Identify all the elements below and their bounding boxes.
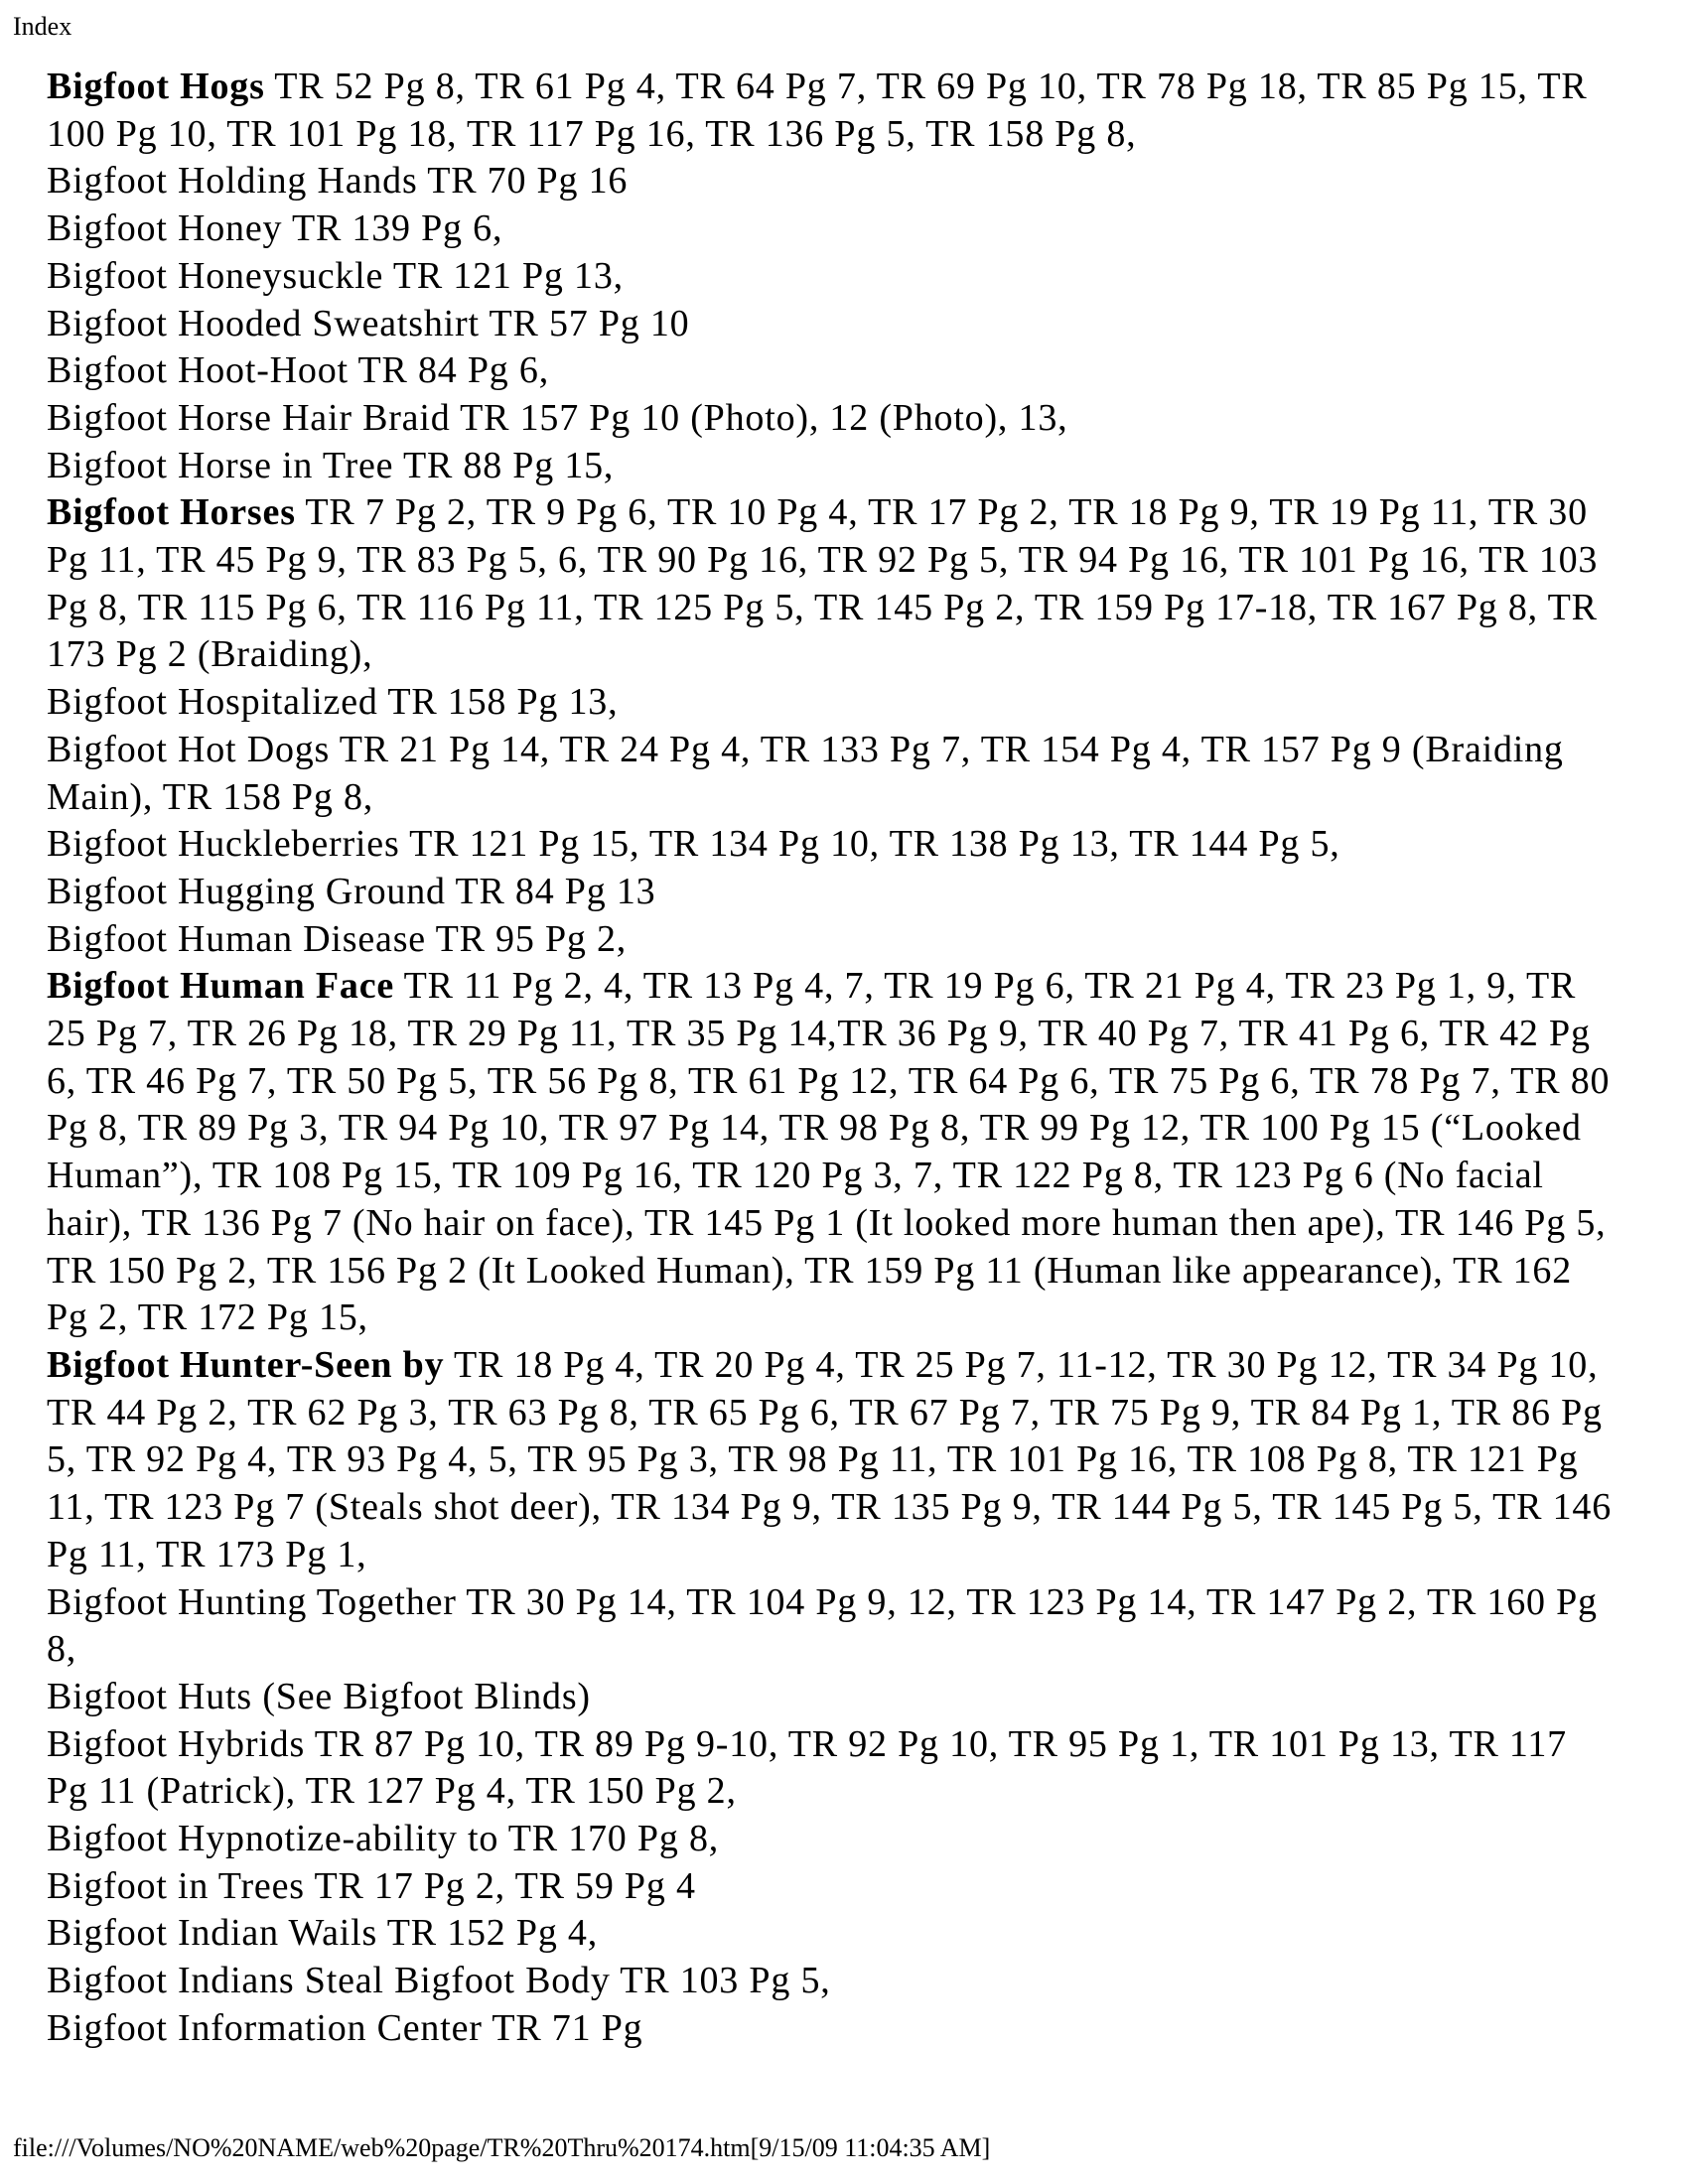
index-entry [47, 64, 1614, 158]
index-entry [47, 963, 1614, 1342]
entry-term: Bigfoot Horse in Tree [47, 444, 394, 486]
index-entry [47, 253, 1614, 301]
entry-refs: TR 139 Pg 6, [291, 207, 503, 250]
entry-refs: TR 158 Pg 13, [387, 681, 619, 724]
entry-refs: TR 152 Pg 4, [386, 1912, 599, 1955]
entry-refs: TR 57 Pg 10 [489, 302, 690, 344]
entry-term: Bigfoot Hospitalized [47, 681, 378, 724]
entry-refs: TR 21 Pg 14, TR 24 Pg 4, TR 133 Pg 7, TR 154 Pg 4, TR 157 Pg 9 (Braiding Main), TR 158 Pg 8, [47, 728, 1564, 818]
entry-refs: TR 71 Pg [492, 2006, 643, 2049]
entry-refs: TR 103 Pg 5, [620, 1960, 831, 2002]
entry-term: Bigfoot Horse Hair Braid [47, 396, 451, 439]
entry-term: Bigfoot Human Face [47, 965, 395, 1008]
entry-refs: TR 70 Pg 16 [427, 160, 629, 203]
index-entry [47, 1816, 1614, 1863]
entry-term: Bigfoot Hunting Together [47, 1580, 457, 1623]
index-entry [47, 158, 1614, 205]
entry-refs: TR 121 Pg 15, TR 134 Pg 10, TR 138 Pg 13, TR 144 Pg 5, [409, 823, 1340, 866]
index-entry [47, 821, 1614, 869]
page-footer [13, 2133, 990, 2163]
entry-term: Bigfoot Hugging Ground [47, 870, 446, 912]
entry-refs: TR 30 Pg 14, TR 104 Pg 9, 12, TR 123 Pg 14, TR 147 Pg 2, TR 160 Pg 8, [47, 1580, 1598, 1671]
index-entry [47, 916, 1614, 964]
entry-term: Bigfoot Honeysuckle [47, 254, 384, 297]
entry-term: Bigfoot Human Disease [47, 917, 426, 960]
entry-refs: TR 52 Pg 8, TR 61 Pg 4, TR 64 Pg 7, TR 69 Pg 10, TR 78 Pg 18, TR 85 Pg 15, TR 100 Pg 10, TR 101 Pg 18, TR 117 Pg 16, TR 136 Pg 5, TR 158 Pg 8, [47, 66, 1588, 155]
entry-term: Bigfoot Huts [47, 1675, 253, 1717]
footer-file-url: file:///Volumes/NO%20NAME/web%20page/TR%20Thru%20174.htm[9/15/09 11:04:35 AM] [13, 2133, 991, 2162]
entry-refs: TR 84 Pg 13 [455, 870, 656, 912]
entry-term: Bigfoot Hogs [47, 66, 265, 107]
entry-refs: TR 11 Pg 2, 4, TR 13 Pg 4, 7, TR 19 Pg 6, TR 21 Pg 4, TR 23 Pg 1, 9, TR 25 Pg 7, TR 26 Pg 18, TR 29 Pg 11, TR 35 Pg 14,TR 36 Pg 9, TR 40 Pg 7, TR 41 Pg 6, TR 42 Pg 6, TR 46 Pg 7, TR 50 Pg 5, TR 56 Pg 8, TR 61 Pg 12, TR 64 Pg 6, TR 75 Pg 6, TR 78 Pg 7, TR 80 Pg 8, TR 89 Pg 3, TR 94 Pg 10, TR 97 Pg 14, TR 98 Pg 8, TR 99 Pg 12, TR 100 Pg 15 (“Looked Human”), TR 108 Pg 15, TR 109 Pg 16, TR 120 Pg 3, 7, TR 122 Pg 8, TR 123 Pg 6 (No facial hair), TR 136 Pg 7 (No hair on face), TR 145 Pg 1 (It looked more human then ape), TR 146 Pg 5, TR 150 Pg 2, TR 156 Pg 2 (It Looked Human), TR 159 Pg 11 (Human like appearance), TR 162 Pg 2, TR 172 Pg 15, [47, 965, 1611, 1339]
index-entry [47, 443, 1614, 490]
index-entry [47, 2005, 1614, 2053]
index-entry [47, 727, 1614, 821]
entry-term: Bigfoot Horses [47, 491, 296, 534]
index-entry [47, 1958, 1614, 2005]
entry-refs: TR 95 Pg 2, [435, 917, 628, 960]
index-entry [47, 869, 1614, 916]
entry-refs: TR 87 Pg 10, TR 89 Pg 9-10, TR 92 Pg 10, TR 95 Pg 1, TR 101 Pg 13, TR 117 Pg 11 (Patrick), TR 127 Pg 4, TR 150 Pg 2, [47, 1722, 1567, 1813]
index-entry [47, 347, 1614, 395]
index-entry-list [47, 64, 1614, 2053]
entry-refs: (See Bigfoot Blinds) [262, 1675, 591, 1717]
index-entry [47, 1674, 1614, 1721]
entry-term: Bigfoot Indians Steal Bigfoot Body [47, 1960, 611, 2002]
index-entry [47, 1721, 1614, 1816]
entry-term: Bigfoot Huckleberries [47, 823, 400, 866]
entry-term: Bigfoot Holding Hands [47, 160, 418, 203]
index-entry [47, 1863, 1614, 1911]
entry-refs: TR 157 Pg 10 (Photo), 12 (Photo), 13, [460, 396, 1068, 439]
entry-refs: TR 170 Pg 8, [507, 1818, 720, 1860]
entry-term: Bigfoot Hybrids [47, 1722, 306, 1765]
entry-term: Bigfoot in Trees [47, 1864, 305, 1907]
index-entry [47, 395, 1614, 443]
entry-refs: TR 18 Pg 4, TR 20 Pg 4, TR 25 Pg 7, 11-12, TR 30 Pg 12, TR 34 Pg 10, TR 44 Pg 2, TR 62 Pg 3, TR 63 Pg 8, TR 65 Pg 6, TR 67 Pg 7, TR 75 Pg 9, TR 84 Pg 1, TR 86 Pg 5, TR 92 Pg 4, TR 93 Pg 4, 5, TR 95 Pg 3, TR 98 Pg 11, TR 101 Pg 16, TR 108 Pg 8, TR 121 Pg 11, TR 123 Pg 7 (Steals shot deer), TR 134 Pg 9, TR 135 Pg 9, TR 144 Pg 5, TR 145 Pg 5, TR 146 Pg 11, TR 173 Pg 1, [47, 1343, 1612, 1575]
entry-term: Bigfoot Hot Dogs [47, 728, 331, 770]
index-entry [47, 1342, 1614, 1579]
index-entry [47, 205, 1614, 253]
entry-term: Bigfoot Hunter-Seen by [47, 1343, 445, 1386]
entry-term: Bigfoot Information Center [47, 2006, 483, 2049]
entry-term: Bigfoot Hoot-Hoot [47, 349, 349, 392]
index-entry [47, 1579, 1614, 1674]
entry-refs: TR 17 Pg 2, TR 59 Pg 4 [314, 1864, 696, 1907]
page-title: Index [13, 12, 72, 41]
entry-term: Bigfoot Hypnotize-ability to [47, 1818, 499, 1860]
page-header [13, 12, 71, 42]
entry-refs: TR 7 Pg 2, TR 9 Pg 6, TR 10 Pg 4, TR 17 Pg 2, TR 18 Pg 9, TR 19 Pg 11, TR 30 Pg 11, TR 45 Pg 9, TR 83 Pg 5, 6, TR 90 Pg 16, TR 92 Pg 5, TR 94 Pg 16, TR 101 Pg 16, TR 103 Pg 8, TR 115 Pg 6, TR 116 Pg 11, TR 125 Pg 5, TR 145 Pg 2, TR 159 Pg 17-18, TR 167 Pg 8, TR 173 Pg 2 (Braiding), [47, 491, 1599, 676]
entry-term: Bigfoot Indian Wails [47, 1912, 378, 1955]
index-entry [47, 679, 1614, 727]
entry-term: Bigfoot Honey [47, 207, 283, 250]
index-entry [47, 301, 1614, 348]
entry-refs: TR 121 Pg 13, [392, 254, 624, 297]
entry-term: Bigfoot Hooded Sweatshirt [47, 302, 480, 344]
entry-refs: TR 88 Pg 15, [402, 444, 615, 486]
index-entry [47, 1910, 1614, 1958]
index-entry [47, 489, 1614, 679]
entry-refs: TR 84 Pg 6, [357, 349, 549, 392]
